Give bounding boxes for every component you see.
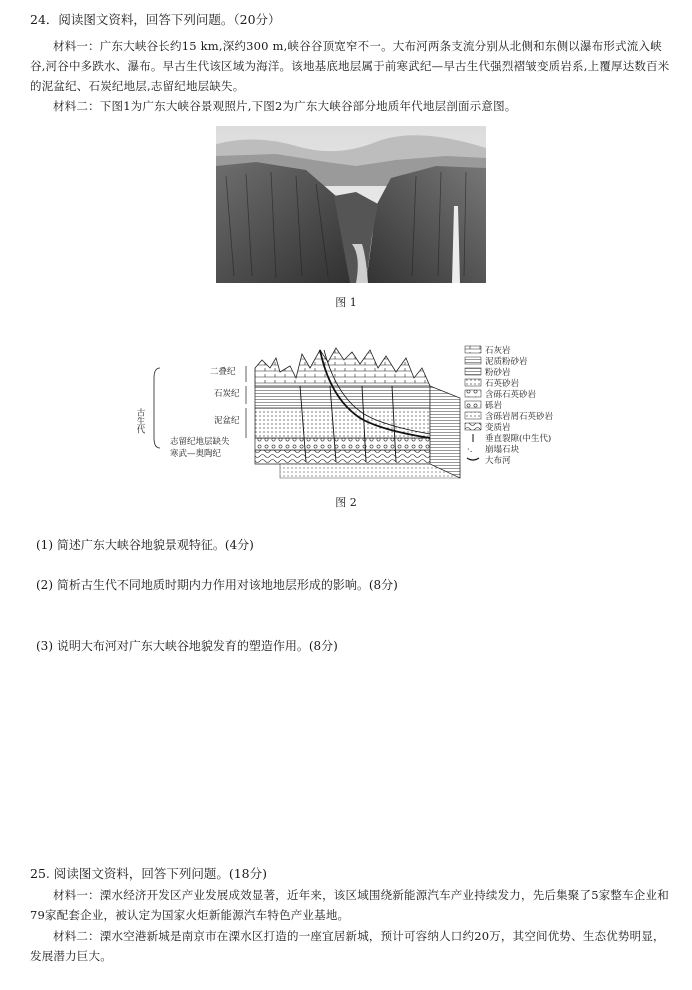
period-devonian: 泥盆纪 — [214, 416, 240, 426]
legend-item: 含砾石英砂岩 — [485, 390, 537, 400]
svg-text:·.: ·. — [467, 445, 473, 455]
legend-item: 石英砂岩 — [485, 379, 520, 389]
paleozoic-label: 古生代 — [135, 408, 145, 434]
question-24-1: (1) 简述广东大峡谷地貌景观特征。(4分) — [36, 538, 254, 552]
figure-1-caption: 图 1 — [335, 296, 357, 309]
period-cambrian-ordovician: 寒武—奥陶纪 — [170, 449, 222, 459]
period-permian: 二叠纪 — [210, 367, 236, 377]
legend-item: 含砾岩屑石英砂岩 — [485, 412, 554, 422]
geologic-section-diagram — [130, 338, 580, 488]
period-carboniferous: 石炭纪 — [214, 389, 240, 399]
strata-block — [255, 348, 460, 478]
legend-item: 砾岩 — [485, 401, 503, 411]
legend — [465, 345, 554, 466]
legend-item: 石灰岩 — [485, 346, 511, 356]
q24-material-2: 材料二：下图1为广东大峡谷景观照片,下图2为广东大峡谷部分地质年代地层剖面示意图。 — [53, 99, 517, 113]
legend-item: 变质岩 — [485, 423, 511, 433]
figure-2-caption: 图 2 — [335, 496, 357, 509]
legend-item: 粉砂岩 — [485, 368, 511, 378]
q25-material-2: 材料二：溧水空港新城是南京市在溧水区打造的一座宜居新城，预计可容纳人口约20万，其空间优势、生态优势明显，发展潜力巨大。 — [30, 929, 665, 963]
legend-item: 垂直裂隙(中生代) — [485, 434, 552, 444]
question-25-title: 25. 阅读图文资料，回答下列问题。(18分) — [30, 866, 268, 881]
q25-material-1: 材料一：溧水经济开发区产业发展成效显著，近年来，该区域围绕新能源汽车产业持续发力，先后集聚了5家整车企业和79家配套企业，被认定为国家火炬新能源汽车特色产业基地。 — [30, 888, 669, 922]
period-labels — [135, 366, 246, 459]
question-24-title: 24．阅读图文资料，回答下列问题。（20分） — [30, 12, 281, 27]
canyon-landscape-photo — [216, 126, 486, 283]
question-24-3: (3) 说明大布河对广东大峡谷地貌发育的塑造作用。(8分) — [36, 639, 338, 653]
period-silurian-missing: 志留纪地层缺失 — [170, 437, 230, 447]
legend-item: 大布河 — [485, 456, 511, 466]
legend-item: 崩塌石块 — [485, 445, 520, 455]
legend-item: 泥质粉砂岩 — [485, 357, 528, 367]
question-24-2: (2) 简析古生代不同地质时期内力作用对该地地层形成的影响。(8分) — [36, 578, 398, 592]
q24-material-1: 材料一：广东大峡谷长约15 km,深约300 m,峡谷谷顶宽窄不一。大布河两条支流分别从北侧和东侧以瀑布形式流入峡谷,河谷中多跌水、瀑布。早古生代该区域为海洋。该地基底地层属于前寒武纪—早古生代强烈褶皱变质岩系,上覆厚达数百米的泥盆纪、石炭纪地层,志留纪地层缺失。 — [30, 39, 670, 93]
